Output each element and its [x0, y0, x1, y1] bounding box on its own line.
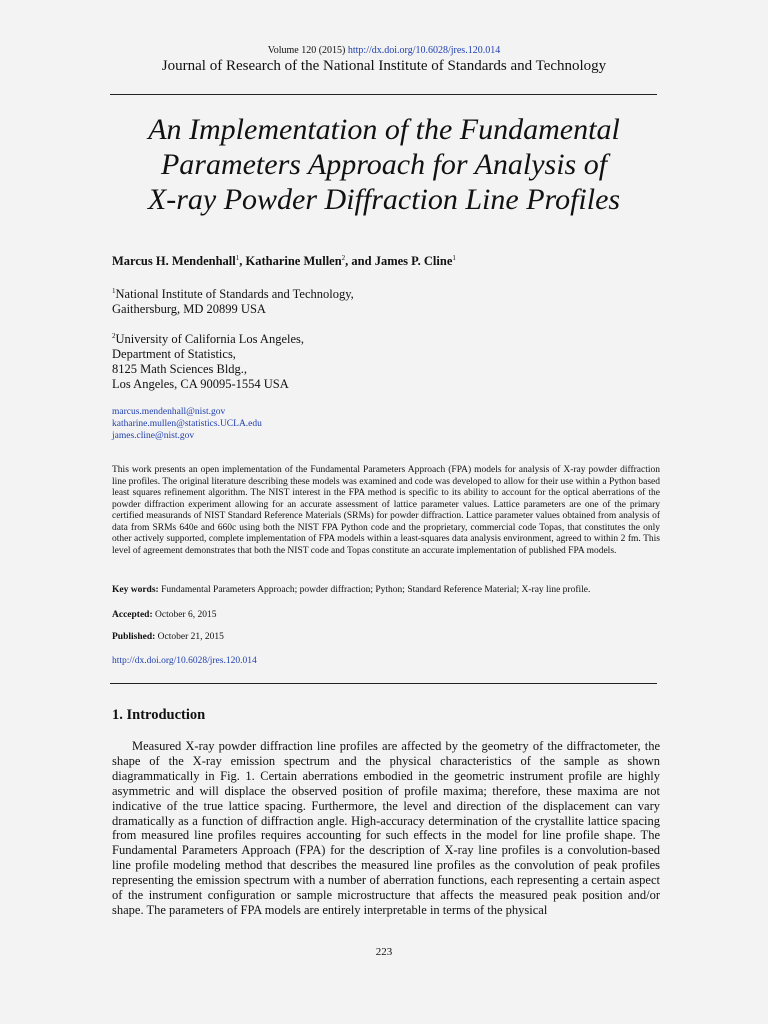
- doi-footer: [112, 656, 257, 666]
- keywords-label: Key words:: [112, 585, 159, 595]
- accepted-label: Accepted:: [112, 610, 153, 620]
- header-divider: [110, 94, 657, 95]
- affiliation-1: [112, 284, 354, 317]
- author-list: [112, 254, 456, 269]
- volume-line: [0, 45, 768, 56]
- paper-title: [0, 112, 768, 217]
- affiliation-line: 8125 Math Sciences Bldg.,: [112, 362, 248, 377]
- abstract: This work presents an open implementation of the Fundamental Parameters Approach (FPA) models for analysis of X-ray powder diffraction line profiles. The original literature describing these models was examined and code was developed to allow for their use within a Python based least squares refinement algorithm. The NIST interest in the FPA method is specific to its ability to account for the optical aberrations of the powder diffraction experiment allowing for an accurate assessment of lattice parameter values. Lattice parameters are one of the primary certified measurands of NIST Standard Reference Materials (SRMs) for powder diffraction. Lattice parameter values obtained from analysis of data from SRMs 640e and 660c using both the NIST FPA Python code and the proprietary, commercial code Topas, that constitutes the only other actively supported, complete implementation of FPA models within a least-squares data analysis environment, agreed to within 2 fm. This level of agreement demonstrates that both the NIST code and Topas constitute an accurate implementation of published FPA models.: [112, 465, 660, 556]
- keywords-value: Fundamental Parameters Approach; powder diffraction; Python; Standard Reference Material; X-ray line profile.: [158, 585, 591, 595]
- affiliation-marker: 2: [112, 332, 116, 340]
- affiliation-marker: 1: [112, 287, 116, 295]
- affiliation-marker: 1: [235, 254, 240, 262]
- affiliation-line: Gaithersburg, MD 20899 USA: [112, 302, 266, 317]
- author-name: Marcus H. Mendenhall: [112, 254, 236, 269]
- email-list: [112, 406, 262, 442]
- published-label: Published:: [112, 632, 156, 642]
- published-value: October 21, 2015: [155, 632, 224, 642]
- doi-link[interactable]: http://dx.doi.org/10.6028/jres.120.014: [112, 656, 257, 666]
- page-number: 223: [375, 946, 393, 958]
- title-line: X-ray Powder Diffraction Line Profiles: [147, 183, 621, 216]
- volume-text: Volume 120 (2015): [267, 45, 346, 56]
- author-name: , and James P. Cline: [345, 254, 453, 269]
- affiliation-marker: 1: [452, 254, 456, 262]
- section-divider: [110, 683, 657, 684]
- affiliation-2: [112, 329, 304, 392]
- accepted-date: [112, 610, 216, 620]
- title-line: Parameters Approach for Analysis of: [160, 148, 608, 181]
- keywords: [112, 585, 590, 595]
- intro-paragraph: Measured X-ray powder diffraction line profiles are affected by the geometry of the diffractometer, the shape of the X-ray emission spectrum and the physical characteristics of the sample as shown diagrammatically in Fig. 1. Certain aberrations embodied in the geometric instrument profile are highly asymmetric and will displace the observed position of profile maxima; therefore, these maxima are not indicative of the true lattice spacing. Furthermore, the level and direction of the displacement can vary dramatically as a function of diffraction angle. High-accuracy determination of the crystallite lattice spacing from measured line profiles requires accounting for such effects in the model for line profile shape. The Fundamental Parameters Approach (FPA) for the description of X-ray line profiles is a convolution-based line profile modeling method that describes the measured line profiles as the convolution of peak profiles representing the emission spectrum with a number of aberration functions, each representing a certain aspect of the instrument configuration or sample microstructure that affects the measured peak position and/or shape. The parameters of FPA models are entirely interpretable in terms of the physical: [112, 739, 660, 917]
- title-line: An Implementation of the Fundamental: [148, 113, 620, 146]
- affiliation-line: Los Angeles, CA 90095-1554 USA: [112, 377, 289, 392]
- header-doi-link[interactable]: http://dx.doi.org/10.6028/jres.120.014: [347, 45, 501, 56]
- affiliation-line: University of California Los Angeles,: [115, 332, 305, 347]
- email-link[interactable]: marcus.mendenhall@nist.gov: [112, 407, 226, 417]
- affiliation-line: Department of Statistics,: [112, 347, 236, 362]
- email-link[interactable]: james.cline@nist.gov: [112, 431, 195, 441]
- journal-name: Journal of Research of the National Institute of Standards and Technology: [161, 58, 607, 74]
- email-link[interactable]: katharine.mullen@statistics.UCLA.edu: [112, 419, 262, 429]
- published-date: [112, 632, 224, 642]
- author-name: , Katharine Mullen: [239, 254, 342, 269]
- accepted-value: October 6, 2015: [152, 610, 217, 620]
- section-heading: 1. Introduction: [112, 707, 206, 723]
- affiliation-line: National Institute of Standards and Technology,: [115, 287, 354, 302]
- affiliation-marker: 2: [341, 254, 346, 262]
